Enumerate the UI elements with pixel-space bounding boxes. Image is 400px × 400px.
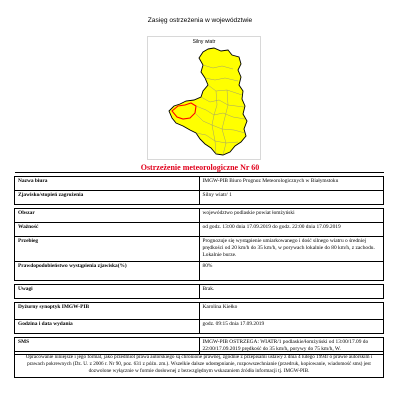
row-key: Zjawisko/stopień zagrożenia — [15, 191, 200, 205]
row-value: Silny wiatr/ 1 — [199, 191, 384, 205]
table-row — [15, 191, 384, 205]
row-key: Przebieg — [15, 237, 200, 262]
row-value: województwo podlaskie powiat łomżyński — [199, 209, 384, 223]
row-value: Karolina Kiełko — [199, 303, 384, 320]
warning-map — [147, 36, 261, 160]
row-value: Brak. — [199, 285, 384, 299]
warning-table — [14, 172, 384, 355]
row-key: Obszar — [15, 209, 200, 223]
voivodeship-map — [148, 45, 260, 159]
table-row — [15, 177, 384, 191]
table-row — [15, 223, 384, 237]
table-row — [15, 303, 384, 320]
row-value: od godz. 13:00 dnia 17.09.2019 do godz. 22:00 dnia 17.09.2019 — [199, 223, 384, 237]
row-key: Ważność — [15, 223, 200, 237]
row-key: Nazwa biura — [15, 177, 200, 191]
row-key: SMS — [15, 338, 200, 355]
row-key: Uwagi — [15, 285, 200, 299]
page-title: Zasięg ostrzeżenia w województwie — [147, 17, 253, 24]
map-label: Silny wiatr — [192, 39, 216, 45]
warning-title: Ostrzeżenie meteorologiczne Nr 60 — [140, 163, 260, 172]
row-key: Godzina i data wydania — [15, 320, 200, 334]
table-row — [15, 237, 384, 262]
table-row — [15, 285, 384, 299]
copyright-notice: Opracowanie niniejsze i jego format, jako przedmiot prawa autorskiego są chronione prawnej, zgodnie z przepisami ustawy z dnia 4 lutego 1994r o prawie autorskim i prawach pokrewnych (Dz. U. z 2006 r. Nr 90, poz. 631 z późn. zm.). Wszelkie dalsze udostępnianie, rozpowszechnianie (przedruk, kopiowanie, wiadomość sms) jest dozwolone wyłącznie w formie dosłownej z bezwzględnym wskazaniem źródła informacji tj. IMGW-PIB. — [14, 351, 384, 378]
row-value: IMGW-PIB Biuro Prognoz Meteorologicznych w Białymstoku — [199, 177, 384, 191]
row-value: godz. 09:15 dnia 17.09.2019 — [199, 320, 384, 334]
row-value: Prognozuje się wystąpienie umiarkowanego i dość silnego wiatru o średniej prędkości od 20 km/h do 35 km/h, w porywach lokalnie do 80 km/h, z zachodu. Lokalnie burze. — [199, 237, 384, 262]
table-row — [15, 320, 384, 334]
table-row — [15, 209, 384, 223]
table-row — [15, 262, 384, 281]
row-key: Dyżurny synoptyk IMGW-PIB — [15, 303, 200, 320]
row-value: 80% — [199, 262, 384, 281]
row-value: IMGW-PIB OSTRZEGA: WIATR/1 podlaskie/łomżyński od 13:00/17.09 do 22:00/17.09.2019 prędkość do 35 km/h, porywy do 75 km/h, W. — [199, 338, 384, 355]
row-key: Prawdopodobieństwo wystąpienia zjawiska(%) — [15, 262, 200, 281]
voivodeship-shape — [169, 48, 247, 155]
